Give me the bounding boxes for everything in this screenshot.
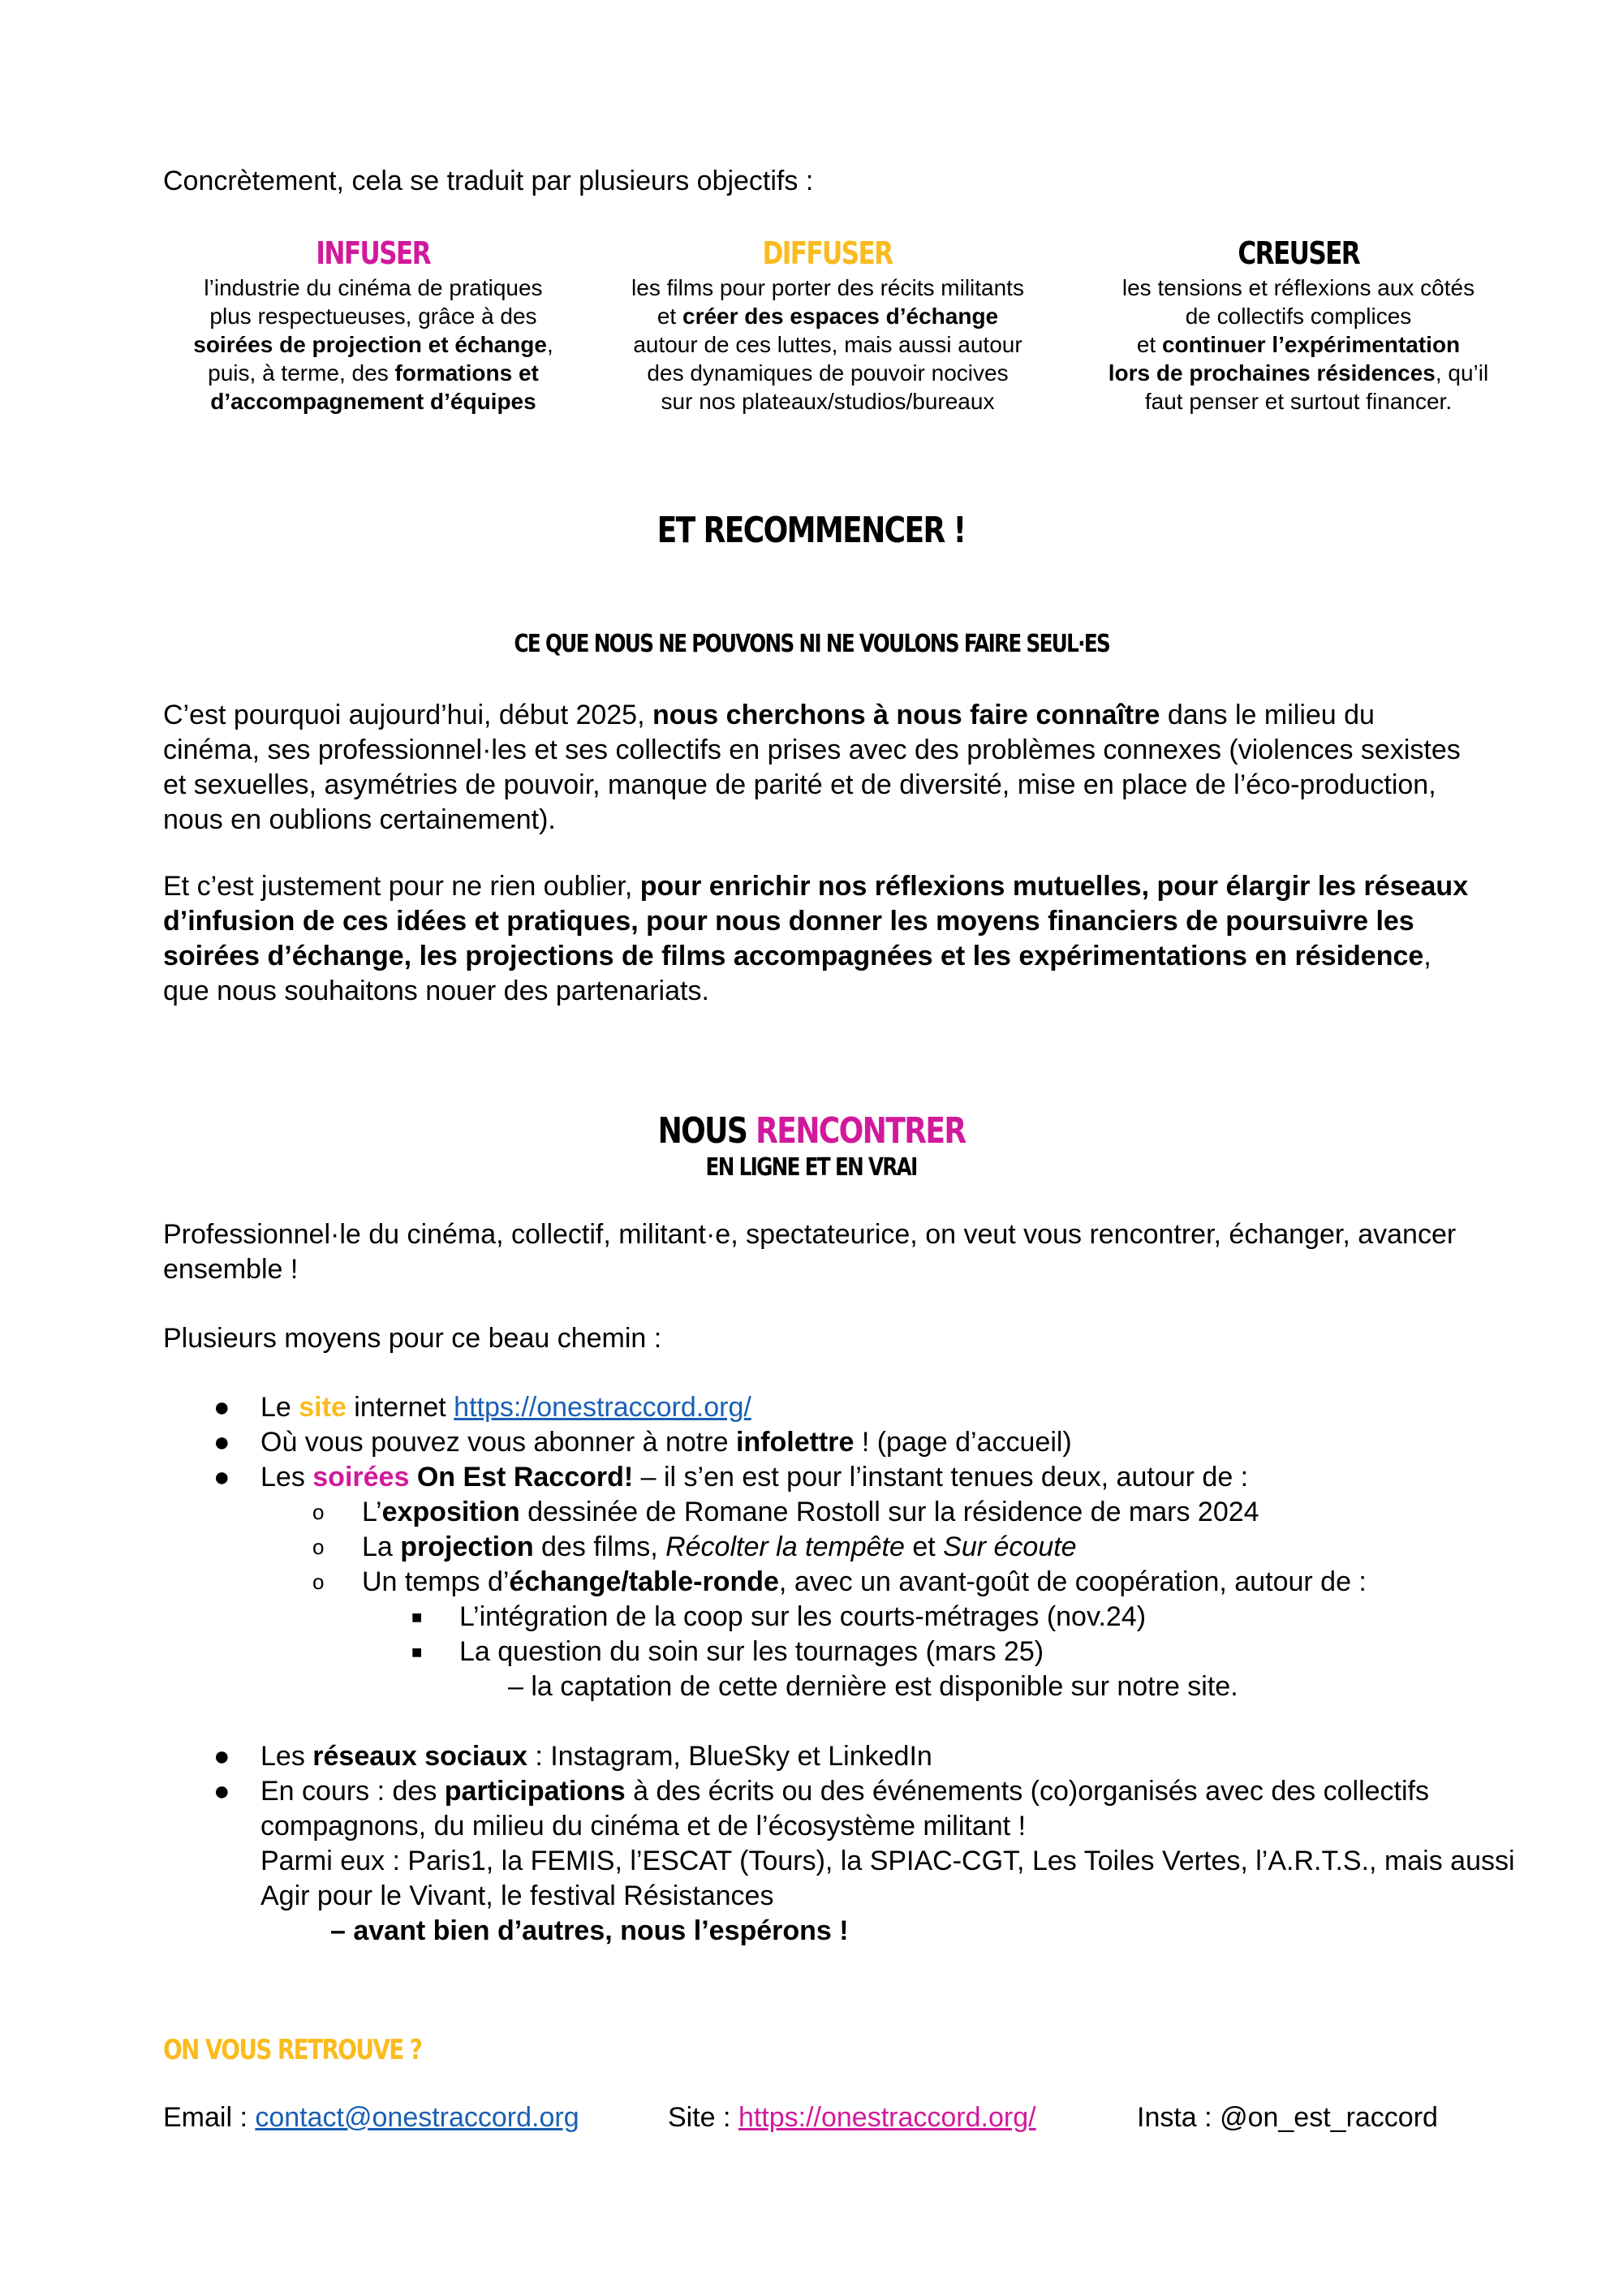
contact-site: Site : https://onestraccord.org/ bbox=[668, 2102, 1036, 2133]
bullet-square-icon: ■ bbox=[411, 1642, 423, 1662]
objective-line: les tensions et réflexions aux côtés bbox=[1121, 275, 1475, 300]
insta-handle: @on_est_raccord bbox=[1220, 2102, 1438, 2133]
list-item: ● En cours : des participations à des écrits ou des événements (co)organisés avec des collectifs compagnons, du milieu du cinéma et de l’écosystème militant ! Parmi eux : Paris1, la FEMIS, l’ESCAT (Tours), la SPIAC-CGT, Les Toiles Vertes, l’A.R.T.S., mais aussi Agir pour le Vivant, le festival Résistances – avant bien d’autres, nous l’espérons ! bbox=[213, 1776, 1515, 1946]
objective-line: et continuer l’expérimentation bbox=[1136, 332, 1461, 357]
bullet-disc-icon: ● bbox=[213, 1462, 230, 1493]
bullet-disc-icon: ● bbox=[213, 1741, 230, 1772]
section-subtitle-meet: EN LIGNE ET EN VRAI bbox=[705, 1153, 918, 1182]
objective-line: les films pour porter des récits militants bbox=[631, 275, 1024, 300]
meet-paragraph-1: Professionnel·le du cinéma, collectif, militant·e, spectateurice, on veut vous rencontrer, échanger, avancer ensemble ! bbox=[163, 1219, 1457, 1285]
footer-title: ON VOUS RETROUVE ? bbox=[163, 2034, 422, 2066]
bullet-disc-icon: ● bbox=[213, 1776, 230, 1807]
bullet-square-icon: ■ bbox=[411, 1607, 423, 1627]
list-item: ● Le site internet https://onestraccord.org/ bbox=[163, 1390, 1526, 1425]
bullet-circle-icon: o bbox=[312, 1570, 325, 1594]
contact-insta: Insta : @on_est_raccord bbox=[1137, 2102, 1438, 2133]
objective-line: de collectifs complices bbox=[1185, 304, 1412, 329]
objective-text bbox=[601, 274, 1055, 416]
list-item: ■ L’intégration de la coop sur les courts-métrages (nov.24) bbox=[163, 1600, 1526, 1635]
list-item: ■ La question du soin sur les tournages (mars 25) bbox=[163, 1635, 1526, 1669]
objective-diffuser bbox=[601, 235, 1055, 416]
objective-creuser bbox=[1063, 235, 1534, 416]
objective-title: INFUSER bbox=[316, 235, 431, 271]
site-link[interactable]: https://onestraccord.org/ bbox=[738, 2102, 1036, 2133]
list-item: ● Les réseaux sociaux : Instagram, BlueSky et LinkedIn bbox=[163, 1739, 1526, 1774]
list-item: ● Les soirées On Est Raccord! – il s’en est pour l’instant tenues deux, autour de : bbox=[163, 1460, 1526, 1495]
contact-email: Email : contact@onestraccord.org bbox=[163, 2102, 579, 2133]
ways-to-meet-list bbox=[163, 1390, 1526, 1949]
section-title-restart: ET RECOMMENCER ! bbox=[657, 510, 966, 551]
objective-line: et créer des espaces d’échange bbox=[657, 304, 999, 329]
objective-line: plus respectueuses, grâce à des bbox=[209, 304, 537, 329]
list-item: o L’exposition dessinée de Romane Rostoll sur la résidence de mars 2024 bbox=[163, 1495, 1526, 1530]
list-item: o Un temps d’échange/table-ronde, avec un avant-goût de coopération, autour de : bbox=[163, 1565, 1526, 1600]
objective-line: sur nos plateaux/studios/bureaux bbox=[661, 389, 995, 414]
objective-line: lors de prochaines résidences, qu’il bbox=[1108, 360, 1489, 386]
section-title-meet: NOUS RENCONTRER bbox=[657, 1110, 966, 1152]
section-subtitle-restart: CE QUE NOUS NE POUVONS NI NE VOULONS FAIRE SEUL·ES bbox=[514, 630, 1109, 658]
objective-line: faut penser et surtout financer. bbox=[1144, 389, 1453, 414]
list-item: ● Où vous pouvez vous abonner à notre infolettre ! (page d’accueil) bbox=[163, 1425, 1526, 1460]
objective-title: DIFFUSER bbox=[763, 235, 893, 271]
objective-line: puis, à terme, des formations et bbox=[208, 360, 539, 386]
objective-line: des dynamiques de pouvoir nocives bbox=[647, 360, 1009, 386]
objectives-grid bbox=[146, 235, 1526, 430]
list-item: – la captation de cette dernière est disponible sur notre site. bbox=[508, 1671, 1238, 1702]
objective-line: l’industrie du cinéma de pratiques bbox=[204, 275, 543, 300]
objective-title: CREUSER bbox=[1238, 235, 1359, 271]
meet-paragraph-2: Plusieurs moyens pour ce beau chemin : bbox=[163, 1323, 662, 1354]
objective-text bbox=[1063, 274, 1534, 416]
bullet-disc-icon: ● bbox=[213, 1392, 230, 1423]
restart-paragraph-2: Et c’est justement pour ne rien oublier, pour enrichir nos réflexions mutuelles, pour élargir les réseaux d’infusion de ces idées et pratiques, pour nous donner les moyens financiers de poursuivre les soirées d’échange, les projections de films accompagnées et les expérimentations en résidence, que nous souhaitons nouer des partenariats. bbox=[163, 871, 1469, 1006]
list-item: o La projection des films, Récolter la tempête et Sur écoute bbox=[163, 1530, 1526, 1565]
restart-paragraph-1: C’est pourquoi aujourd’hui, début 2025, nous cherchons à nous faire connaître dans le milieu du cinéma, ses professionnel·les et ses collectifs en prises avec des problèmes connexes (violences sexistes et sexuelles, asymétries de pouvoir, manque de parité et de diversité, mise en place de l’éco-production, nous en oublions certainement). bbox=[163, 700, 1461, 835]
objective-infuser bbox=[146, 235, 601, 416]
objective-line: soirées de projection et échange, bbox=[193, 332, 553, 357]
bullet-circle-icon: o bbox=[312, 1535, 325, 1559]
objective-line: d’accompagnement d’équipes bbox=[210, 389, 536, 414]
bullet-disc-icon: ● bbox=[213, 1427, 230, 1458]
objective-text bbox=[146, 274, 601, 416]
site-url-link[interactable]: https://onestraccord.org/ bbox=[454, 1392, 751, 1423]
objective-line: autour de ces luttes, mais aussi autour bbox=[633, 332, 1022, 357]
list-spacer bbox=[163, 1704, 1526, 1739]
bullet-circle-icon: o bbox=[312, 1500, 325, 1524]
intro-text: Concrètement, cela se traduit par plusieurs objectifs : bbox=[163, 166, 814, 196]
email-link[interactable]: contact@onestraccord.org bbox=[255, 2102, 579, 2133]
